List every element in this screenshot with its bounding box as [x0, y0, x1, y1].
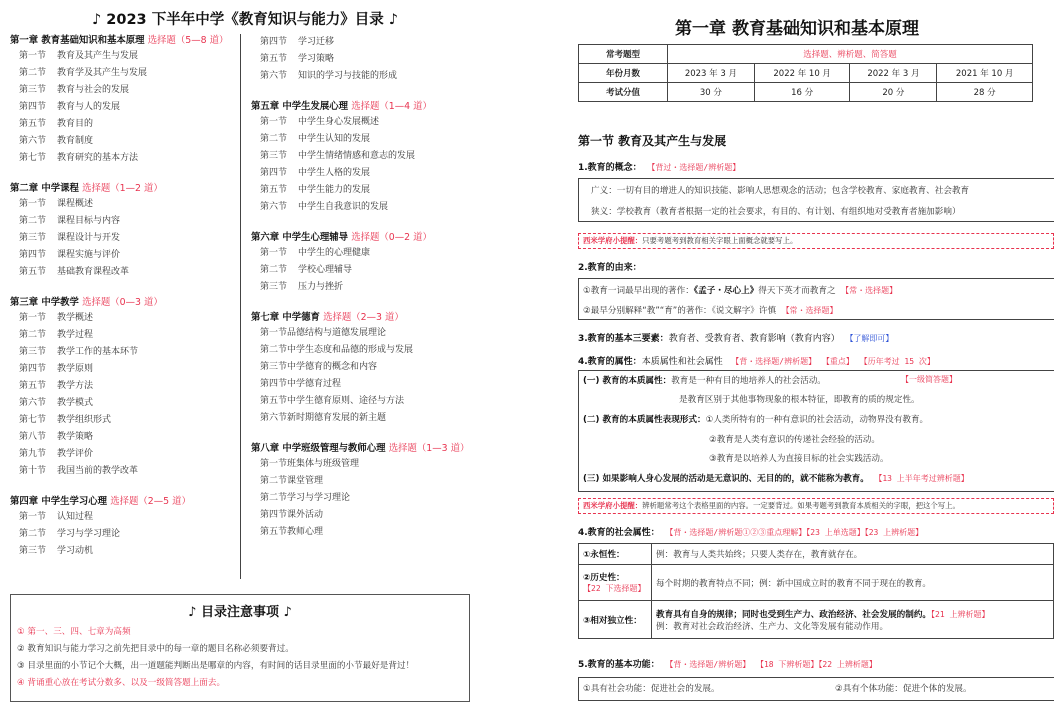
section-number: 第六节	[260, 71, 288, 81]
toc-section	[10, 361, 238, 378]
toc-section	[251, 342, 487, 359]
exam-stats-table	[578, 44, 1033, 102]
function-social: ①具有社会功能：促进社会的发展。	[583, 684, 720, 694]
section-title: 第五节中学生德育原则、途径与方法	[260, 396, 405, 406]
toc-section	[251, 114, 487, 131]
q4-heading: 4.教育的属性：本质属性和社会属性 【背・选择题/辨析题】 【重点】 【历年考过 15 次】	[578, 357, 935, 367]
function-individual: ②具有个体功能：促进个体的发展。	[835, 684, 972, 694]
toc-section	[251, 393, 487, 410]
column-divider	[240, 34, 241, 579]
q4-forms: (二) 教育的本质属性表现形式：①人类所特有的一种有意识的社会活动，动物界没有教育。	[583, 415, 929, 425]
section-number: 第五节	[19, 119, 47, 129]
stats-score: 16 分	[754, 83, 850, 102]
section-title: 第三节中学德育的概念和内容	[260, 362, 378, 372]
section-number: 第一节	[260, 248, 288, 258]
section-title: 第四节中学德育过程	[260, 379, 342, 389]
toc-section	[251, 199, 487, 216]
section-title: 教学原则	[57, 364, 94, 374]
section-title: 学习动机	[57, 546, 94, 556]
section-title: 第二节中学生态度和品德的形成与发展	[260, 345, 414, 355]
section-number: 第四节	[19, 364, 47, 374]
toc-column-1	[10, 34, 238, 560]
stats-score: 20 分	[850, 83, 937, 102]
section-title: 中学生身心发展概述	[298, 117, 380, 127]
note-line: ③ 目录里面的小节记个大概，出一道题能判断出是哪章的内容，有时间的话目录里面的小节最好是背过！	[17, 661, 415, 671]
section-title: 课程概述	[57, 199, 94, 209]
tip-2: 西米学府小提醒：辨析题常考这个表格里面的内容。一定要背过。如果考题考到教育本质相关的字眼，把这个写上。	[578, 498, 1054, 514]
stats-year: 2022 年 3 月	[850, 64, 937, 83]
attr-historicity: ②历史性： 【22 下选择题】	[579, 565, 652, 601]
chapter-title: 第一章 教育基础知识和基本原理	[675, 19, 919, 39]
stats-label: 考试分值	[579, 83, 668, 102]
section-title: 第四节课外活动	[260, 510, 324, 520]
section-number: 第二节	[19, 216, 47, 226]
page-gutter	[496, 0, 536, 713]
toc-chapter: 第三章 中学教学 选择题（0—3 道）	[10, 297, 163, 308]
section-title: 教育与社会的发展	[57, 85, 130, 95]
section-title: 第一节品德结构与道德发展理论	[260, 328, 387, 338]
q1-box	[578, 178, 1054, 222]
attr-historicity-desc: 每个时期的教育特点不同；例：新中国成立时的教育不同于现在的教育。	[652, 565, 1054, 601]
section-number: 第四节	[19, 102, 47, 112]
q4-box	[578, 370, 1054, 492]
chapter-page	[540, 0, 1054, 713]
section-title: 中学生认知的发展	[298, 134, 371, 144]
q2-line1: ①教育一词最早出现的著作：《孟子・尽心上》得天下英才而教育之 【常・选择题】	[583, 286, 898, 296]
toc-section	[10, 150, 238, 167]
section-number: 第一节	[19, 199, 47, 209]
section-title: 教学策略	[57, 432, 94, 442]
section-number: 第一节	[260, 117, 288, 127]
section-number: 第七节	[19, 415, 47, 425]
section-number: 第二节	[19, 330, 47, 340]
toc-chapter: 第四章 中学生学习心理 选择题（2—5 道）	[10, 496, 191, 507]
question-types: 选择题、辨析题、简答题	[668, 45, 1033, 64]
toc-section	[10, 247, 238, 264]
attr-permanence: ①永恒性：	[579, 544, 652, 565]
q1-broad: 广义：一切有目的增进人的知识技能、影响人思想观念的活动；包含学校教育、家庭教育、社会教育	[591, 186, 970, 196]
section-title: 教学工作的基本环节	[57, 347, 139, 357]
q4-essence: (一) 教育的本质属性：教育是一种有目的地培养人的社会活动。	[583, 376, 826, 386]
toc-section	[10, 543, 238, 560]
section-number: 第四节	[260, 37, 288, 47]
section-number: 第七节	[19, 153, 47, 163]
section-title: 第一节 教育及其产生与发展	[578, 134, 727, 148]
toc-section	[251, 456, 487, 473]
section-title: 教育与人的发展	[57, 102, 121, 112]
stats-label: 年份月数	[579, 64, 668, 83]
section-number: 第三节	[260, 151, 288, 161]
section-number: 第五节	[19, 267, 47, 277]
section-title: 第六节新时期德育发展的新主题	[260, 413, 387, 423]
section-number: 第三节	[260, 282, 288, 292]
section-title: 中学生情绪情感和意志的发展	[298, 151, 416, 161]
section-title: 教育制度	[57, 136, 94, 146]
toc-section	[251, 245, 487, 262]
toc-section	[10, 82, 238, 99]
section-number: 第二节	[260, 265, 288, 275]
toc-chapter: 第七章 中学德育 选择题（2—3 道）	[251, 312, 404, 323]
toc-section	[10, 429, 238, 446]
section-number: 第五节	[19, 381, 47, 391]
toc-section	[10, 446, 238, 463]
section-title: 中学生人格的发展	[298, 168, 371, 178]
toc-section	[251, 165, 487, 182]
tip-1: 西米学府小提醒：只要考题考到教育相关字眼上面概念就要写上。	[578, 233, 1054, 249]
toc-section	[251, 359, 487, 376]
toc-section	[10, 99, 238, 116]
stats-score: 30 分	[668, 83, 755, 102]
section-number: 第九节	[19, 449, 47, 459]
section-title: 第二节学习与学习理论	[260, 493, 351, 503]
section-number: 第十节	[19, 466, 47, 476]
section-title: 认知过程	[57, 512, 94, 522]
toc-section	[251, 325, 487, 342]
q5-heading: 4.教育的社会属性： 【背・选择题/辨析题①②③重点理解】【23 上单选题】【23 上辨析题】	[578, 528, 924, 538]
section-title: 教学组织形式	[57, 415, 112, 425]
toc-page	[0, 0, 490, 713]
section-number: 第二节	[19, 68, 47, 78]
toc-section	[10, 196, 238, 213]
toc-chapter: 第八章 中学班级管理与教师心理 选择题（1—3 道）	[251, 443, 470, 454]
q2-line2: ②最早分别解释“教”“育”的著作：《说文解字》许慎 【常・选择题】	[583, 306, 838, 316]
section-number: 第五节	[260, 54, 288, 64]
toc-section	[10, 526, 238, 543]
toc-chapter: 第一章 教育基础知识和基本原理 选择题（5—8 道）	[10, 35, 229, 46]
section-title: 学习与学习理论	[57, 529, 121, 539]
toc-section	[10, 310, 238, 327]
q4-form-3: ③教育是以培养人为直接目标的社会实践活动。	[709, 454, 889, 464]
section-title: 课程设计与开发	[57, 233, 121, 243]
toc-section	[10, 116, 238, 133]
toc-section	[10, 327, 238, 344]
toc-section	[10, 65, 238, 82]
section-title: 教学概述	[57, 313, 94, 323]
section-title: 第五节教师心理	[260, 527, 324, 537]
section-title: 教学方法	[57, 381, 94, 391]
section-title: 课程实施与评价	[57, 250, 121, 260]
section-title: 课程目标与内容	[57, 216, 121, 226]
section-number: 第六节	[19, 398, 47, 408]
toc-section	[10, 230, 238, 247]
section-number: 第三节	[19, 233, 47, 243]
section-title: 教育目的	[57, 119, 94, 129]
social-attributes-table	[578, 543, 1054, 639]
section-number: 第四节	[19, 250, 47, 260]
section-title: 知识的学习与技能的形成	[298, 71, 398, 81]
section-number: 第二节	[19, 529, 47, 539]
notes-list	[11, 624, 469, 692]
section-title: 教学过程	[57, 330, 94, 340]
toc-section	[10, 412, 238, 429]
section-number: 第一节	[19, 313, 47, 323]
note-line: ② 教育知识与能力学习之前先把目录中的每一章的题目名称必须要背过。	[17, 644, 294, 654]
stats-score: 28 分	[937, 83, 1033, 102]
section-title: 中学生自我意识的发展	[298, 202, 389, 212]
section-title: 第一节班集体与班级管理	[260, 459, 360, 469]
q2-heading: 2.教育的由来：	[578, 263, 642, 273]
toc-section	[10, 133, 238, 150]
toc-section	[10, 264, 238, 281]
section-number: 第六节	[260, 202, 288, 212]
section-title: 学校心理辅导	[298, 265, 353, 275]
toc-section	[251, 376, 487, 393]
section-title: 压力与挫折	[298, 282, 344, 292]
section-number: 第三节	[19, 85, 47, 95]
section-title: 教育及其产生与发展	[57, 51, 139, 61]
section-title: 我国当前的教学改革	[57, 466, 139, 476]
q1-heading: 1.教育的概念： 【背过・选择题/辨析题】	[578, 163, 741, 173]
toc-section	[10, 509, 238, 526]
notes-title: ♪ 目录注意事项 ♪	[188, 605, 292, 620]
section-number: 第二节	[260, 134, 288, 144]
toc-chapter: 第六章 中学生心理辅导 选择题（0—2 道）	[251, 232, 432, 243]
section-title: 学习迁移	[298, 37, 335, 47]
stats-year: 2021 年 10 月	[937, 64, 1033, 83]
toc-section	[251, 68, 487, 85]
toc-notes-box	[10, 594, 470, 702]
q4-form-2: ②教育是人类有意识的传递社会经验的活动。	[709, 435, 880, 445]
toc-section	[251, 507, 487, 524]
toc-section	[10, 395, 238, 412]
section-title: 教学模式	[57, 398, 94, 408]
toc-section	[251, 131, 487, 148]
q4-non-education: (三) 如果影响人身心发展的活动是无意识的、无目的的，就不能称为教育。 【13 上半年考过辨析题】	[583, 474, 969, 484]
section-number: 第五节	[260, 185, 288, 195]
toc-chapter: 第二章 中学课程 选择题（1—2 道）	[10, 183, 163, 194]
section-title: 教育学及其产生与发展	[57, 68, 148, 78]
section-number: 第三节	[19, 347, 47, 357]
section-title: 教育研究的基本方法	[57, 153, 139, 163]
toc-column-2	[251, 34, 487, 541]
toc-title: ♪ 2023 下半年中学《教育知识与能力》目录 ♪	[91, 12, 398, 28]
attr-permanence-desc: 例：教育与人类共始终；只要人类存在，教育就存在。	[652, 544, 1054, 565]
section-title: 基础教育课程改革	[57, 267, 130, 277]
toc-section	[10, 463, 238, 480]
toc-chapter: 第五章 中学生发展心理 选择题（1—4 道）	[251, 101, 432, 112]
toc-section	[10, 344, 238, 361]
toc-section	[251, 182, 487, 199]
stats-year: 2023 年 3 月	[668, 64, 755, 83]
section-number: 第八节	[19, 432, 47, 442]
toc-section	[10, 48, 238, 65]
q6-box	[578, 677, 1054, 701]
toc-section	[251, 490, 487, 507]
q1-narrow: 狭义：学校教育（教育者根据一定的社会要求，有目的、有计划、有组织地对受教育者施加影响）	[591, 207, 961, 217]
section-title: 中学生能力的发展	[298, 185, 371, 195]
stats-year: 2022 年 10 月	[754, 64, 850, 83]
section-number: 第一节	[19, 512, 47, 522]
q3-heading: 3.教育的基本三要素：教育者、受教育者、教育影响（教育内容） 【了解即可】	[578, 334, 894, 344]
q4-essence-tag: 【一级简答题】	[901, 375, 957, 384]
toc-section	[10, 213, 238, 230]
section-number: 第四节	[260, 168, 288, 178]
toc-section	[251, 34, 487, 51]
toc-section	[251, 262, 487, 279]
q2-box	[578, 278, 1054, 320]
toc-section	[251, 410, 487, 427]
section-title: 教学评价	[57, 449, 94, 459]
section-title: 第二节课堂管理	[260, 476, 324, 486]
attr-independence-desc: 教育具有自身的规律；同时也受到生产力、政治经济、社会发展的制约。【21 上辨析题】 例：教育对社会政治经济、生产力、文化等发展有能动作用。	[652, 601, 1054, 639]
note-line: ④ 背诵重心放在考试分数多、以及一级简答题上面去。	[17, 678, 226, 688]
section-number: 第三节	[19, 546, 47, 556]
section-title: 学习策略	[298, 54, 335, 64]
attr-independence: ③相对独立性：	[579, 601, 652, 639]
toc-section	[251, 148, 487, 165]
toc-section	[10, 378, 238, 395]
toc-section	[251, 51, 487, 68]
stats-label: 常考题型	[579, 45, 668, 64]
q6-heading: 5.教育的基本功能： 【背・选择题/辨析题】 【18 下辨析题】【22 上辨析题】	[578, 660, 877, 670]
toc-section	[251, 279, 487, 296]
toc-section	[251, 524, 487, 541]
section-title: 中学生的心理健康	[298, 248, 371, 258]
section-number: 第一节	[19, 51, 47, 61]
q4-essence-sub: 是教育区别于其他事物现象的根本特征，即教育的质的规定性。	[679, 395, 920, 405]
toc-section	[251, 473, 487, 490]
section-number: 第六节	[19, 136, 47, 146]
note-line: ① 第一、三、四、七章为高频	[17, 627, 131, 637]
